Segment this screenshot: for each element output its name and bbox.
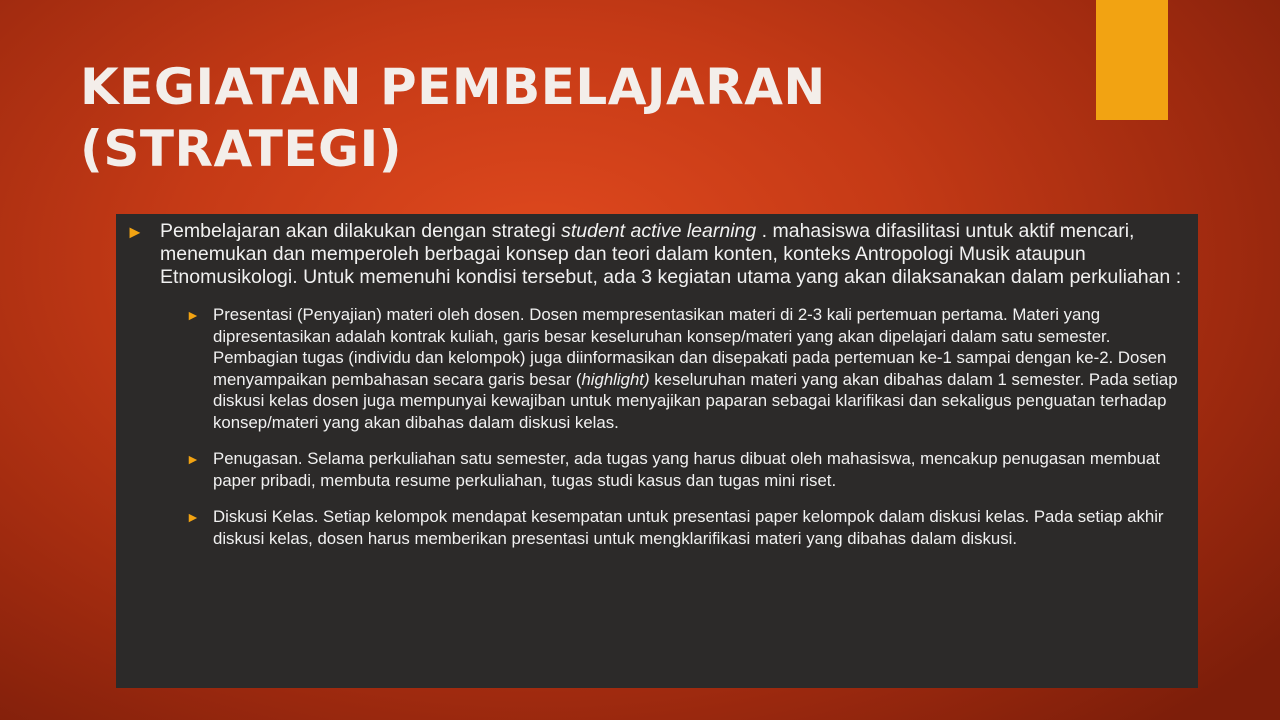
- slide-title: [80, 56, 1040, 180]
- content-box: [116, 214, 1198, 688]
- bullet-triangle-icon: ►: [186, 509, 200, 525]
- main-bullet-item: [126, 220, 1188, 289]
- sub-bullet-item-presentasi: [186, 304, 1188, 433]
- sub-text-before: Presentasi (Penyajian) materi oleh dosen. Dosen mempresentasikan materi di 2-3 kali pertemuan pertama. Materi yang dipresentasikan adalah kontrak kuliah, garis besar keseluruhan konsep/materi yang akan dipelajari dalam satu semester. Pembagian tugas (individu dan kelompok) juga diinformasikan dan disepakati pada pertemuan ke-1 sampai dengan ke-2. Dosen menyampaikan pembahasan secara garis besar (: [213, 305, 1167, 389]
- main-text-before: Pembelajaran akan dilakukan dengan strategi: [160, 220, 562, 242]
- main-text-after: . mahasiswa difasilitasi untuk aktif mencari, menemukan dan memperoleh berbagai konsep dan teori dalam konten, konteks Antropologi Musik ataupun Etnomusikologi. Untuk memenuhi kondisi tersebut, ada 3 kegiatan utama yang akan dilaksanakan dalam perkuliahan :: [160, 220, 1182, 288]
- sub-bullet-text: [213, 304, 1188, 433]
- main-text-emphasis: student active learning: [561, 220, 757, 242]
- main-bullet-text: [160, 220, 1188, 289]
- sub-bullet-text: Diskusi Kelas. Setiap kelompok mendapat kesempatan untuk presentasi paper kelompok dalam diskusi kelas. Pada setiap akhir diskusi kelas, dosen harus memberikan presentasi untuk mengklarifikasi materi yang dibahas dalam diskusi.: [213, 507, 1164, 548]
- title-line-1: KEGIATAN PEMBELAJARAN: [80, 58, 826, 116]
- bullet-triangle-icon: ►: [186, 307, 200, 323]
- sub-bullet-item-diskusi-kelas: [186, 506, 1188, 549]
- sub-bullet-list: [126, 304, 1188, 549]
- sub-bullet-item-penugasan: [186, 448, 1188, 491]
- accent-tab: [1096, 0, 1168, 120]
- sub-text-emphasis: highlight): [581, 369, 650, 389]
- bullet-triangle-icon: ►: [126, 222, 144, 242]
- sub-bullet-text: Penugasan. Selama perkuliahan satu semester, ada tugas yang harus dibuat oleh mahasiswa, mencakup penugasan membuat paper pribadi, membuta resume perkuliahan, tugas studi kasus dan tugas mini riset.: [213, 449, 1160, 490]
- title-line-2: (STRATEGI): [80, 120, 403, 178]
- bullet-triangle-icon: ►: [186, 451, 200, 467]
- sub-text-after: keseluruhan materi yang akan dibahas dalam 1 semester. Pada setiap diskusi kelas dosen juga mempunyai kewajiban untuk menyajikan paparan sebagai klarifikasi dan sekaligus penguatan terhadap konsep/materi yang akan dibahas dalam diskusi kelas.: [213, 369, 1178, 432]
